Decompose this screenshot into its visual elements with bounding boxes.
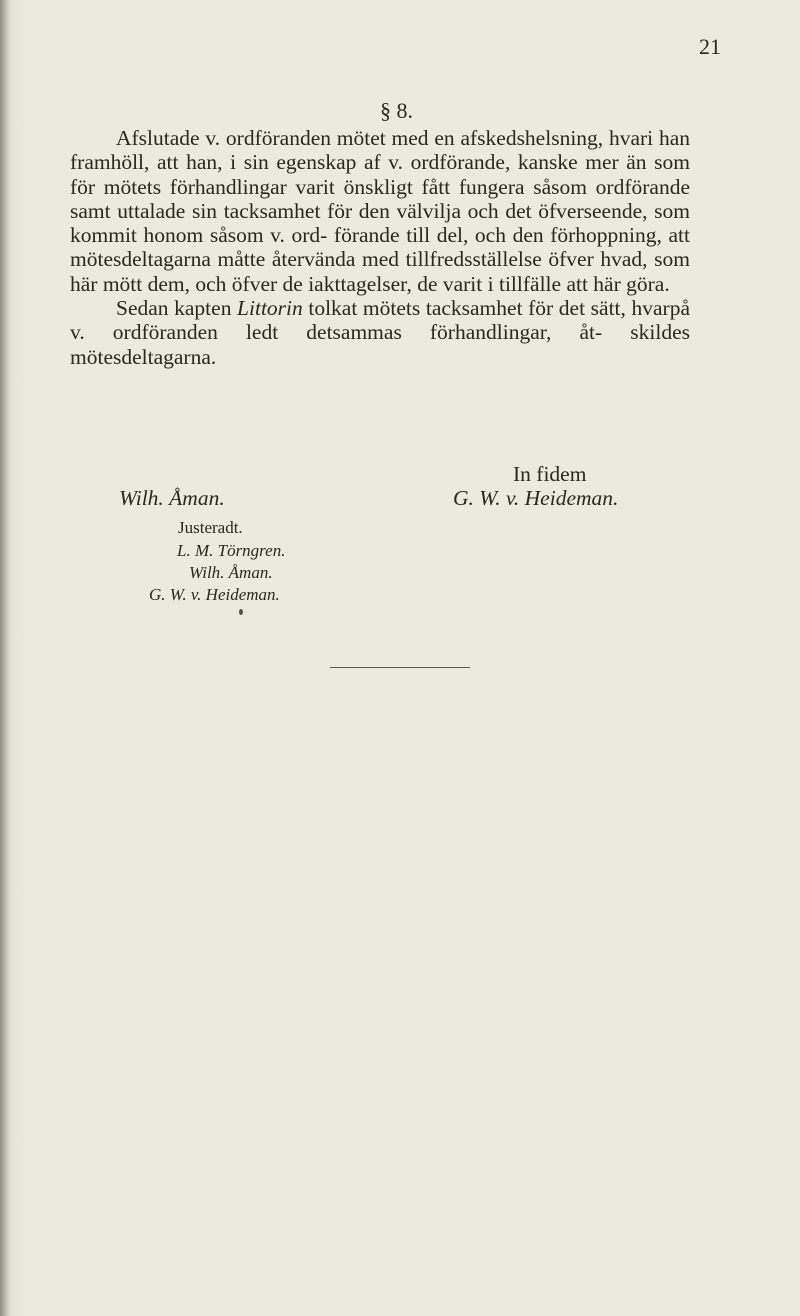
justerat-name-1: L. M. Törngren.	[177, 541, 286, 560]
signature-right: G. W. v. Heideman.	[453, 486, 619, 510]
justerat-label: Justeradt.	[178, 518, 243, 537]
page-number: 21	[699, 34, 721, 59]
paragraph-2-name: Littorin	[237, 296, 303, 321]
signature-left: Wilh. Åman.	[119, 486, 225, 510]
paragraph-2	[70, 296, 690, 369]
paragraph-2-after: tolkat mötets tacksamhet för det sätt, hvarpå v. ordföranden ledt detsammas förhandlingar, åt- skildes mötesdeltagarna.	[70, 296, 690, 369]
justerat-name-2: Wilh. Åman.	[189, 563, 273, 582]
spine-shadow	[0, 0, 10, 1316]
body-text	[70, 126, 690, 369]
paragraph-1: Afslutade v. ordföranden mötet med en afskedshelsning, hvari han framhöll, att han, i sin egenskap af v. ordförande, kanske mer än som för mötets förhandlingar varit önskligt fått fungera såsom ordförande samt uttalade sin tacksamhet för den välvilja och det öfverseende, som kommit honom såsom v. ord- förande till del, och den förhoppning, att mötesdeltagarna måtte återvända med tillfredsställelse öfver hvad, som här mött dem, och öfver de iakttagelser, de varit i tillfälle att här göra.	[70, 126, 690, 296]
section-heading: § 8.	[380, 98, 413, 123]
justerat-name-3: G. W. v. Heideman.	[149, 585, 280, 604]
paragraph-2-before: Sedan kapten	[116, 296, 238, 321]
ink-speck	[239, 609, 243, 615]
in-fidem: In fidem	[513, 462, 587, 486]
horizontal-rule	[330, 667, 470, 668]
justerat-signatures	[149, 540, 285, 606]
